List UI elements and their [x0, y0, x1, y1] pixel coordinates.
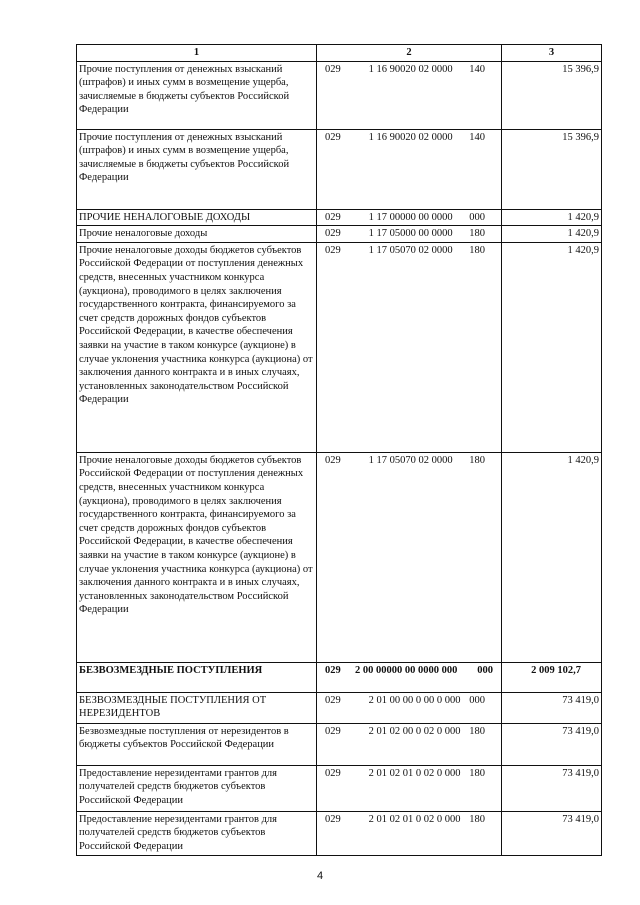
kbk-code: 1 16 90020 02 0000: [368, 131, 453, 143]
column-header-1: 1: [77, 45, 317, 62]
table-row: [77, 242, 602, 452]
admin-code: 029: [325, 694, 341, 706]
row-code: [317, 242, 502, 452]
row-name: Прочие поступления от денежных взысканий (штрафов) и иных сумм в возмещение ущерба, зачисляемые в бюджеты субъектов Российской Федерации: [77, 61, 317, 129]
kosgu-code: 180: [469, 228, 485, 240]
kbk-code: 1 17 05070 02 0000: [368, 244, 453, 256]
row-code: [317, 226, 502, 243]
kosgu-code: 000: [477, 664, 493, 676]
admin-code: 029: [325, 813, 341, 825]
row-name: ПРОЧИЕ НЕНАЛОГОВЫЕ ДОХОДЫ: [77, 209, 317, 226]
row-name: БЕЗВОЗМЕЗДНЫЕ ПОСТУПЛЕНИЯ: [77, 662, 317, 692]
admin-code: 029: [325, 211, 341, 223]
table-row: [77, 692, 602, 723]
row-code: [317, 723, 502, 765]
header-row: [77, 45, 602, 62]
admin-code: 029: [325, 664, 341, 676]
row-name: Предоставление нерезидентами грантов для получателей средств бюджетов субъектов Российской Федерации: [77, 765, 317, 811]
kbk-code: 1 17 00000 00 0000: [368, 211, 453, 223]
column-header-2: 2: [317, 45, 502, 62]
row-name: Прочие неналоговые доходы: [77, 226, 317, 243]
kbk-code: 2 01 02 00 0 02 0 000: [368, 725, 461, 737]
row-amount: 15 396,9: [502, 129, 602, 209]
row-code: [317, 209, 502, 226]
kosgu-code: 180: [469, 813, 485, 825]
column-header-3: 3: [502, 45, 602, 62]
kbk-code: 1 16 90020 02 0000: [368, 63, 453, 75]
row-name: БЕЗВОЗМЕЗДНЫЕ ПОСТУПЛЕНИЯ ОТ НЕРЕЗИДЕНТОВ: [77, 692, 317, 723]
row-amount: 73 419,0: [502, 723, 602, 765]
row-name: Прочие поступления от денежных взысканий (штрафов) и иных сумм в возмещение ущерба, зачисляемые в бюджеты субъектов Российской Федерации: [77, 129, 317, 209]
table-row: [77, 452, 602, 662]
row-amount: 2 009 102,7: [502, 662, 602, 692]
table-row: [77, 723, 602, 765]
admin-code: 029: [325, 454, 341, 466]
kosgu-code: 180: [469, 244, 485, 256]
page-number: 4: [316, 870, 324, 882]
admin-code: 029: [325, 767, 341, 779]
admin-code: 029: [325, 244, 341, 256]
row-amount: 1 420,9: [502, 209, 602, 226]
kosgu-code: 140: [469, 63, 485, 75]
admin-code: 029: [325, 131, 341, 143]
kbk-code: 2 00 00000 00 0000 000: [355, 664, 458, 676]
kosgu-code: 180: [469, 725, 485, 737]
row-amount: 73 419,0: [502, 765, 602, 811]
table-row: [77, 226, 602, 243]
kbk-code: 1 17 05000 00 0000: [368, 228, 453, 240]
table-row: [77, 129, 602, 209]
kbk-code: 2 01 02 01 0 02 0 000: [368, 813, 461, 825]
kosgu-code: 140: [469, 131, 485, 143]
kosgu-code: 180: [469, 767, 485, 779]
row-name: Безвозмездные поступления от нерезидентов в бюджеты субъектов Российской Федерации: [77, 723, 317, 765]
admin-code: 029: [325, 725, 341, 737]
revenue-table: [76, 44, 602, 856]
row-code: [317, 129, 502, 209]
row-amount: 15 396,9: [502, 61, 602, 129]
row-name: Прочие неналоговые доходы бюджетов субъектов Российской Федерации от поступления денежных средств, внесенных участником конкурса (аукциона), проводимого в целях заключения государственного контракта, финансируемого за счет средств дорожных фондов субъектов Российской Федерации, в качестве обеспечения заявки на участие в таком конкурсе (аукционе) в случае уклонения участника конкурса (аукциона) от заключения данного контракта и в иных случаях, установленных законодательством Российской Федерации: [77, 242, 317, 452]
kbk-code: 2 01 02 01 0 02 0 000: [368, 767, 461, 779]
row-code: [317, 662, 502, 692]
kosgu-code: 000: [469, 211, 485, 223]
admin-code: 029: [325, 63, 341, 75]
table-row: [77, 61, 602, 129]
row-code: [317, 811, 502, 855]
table-row: [77, 765, 602, 811]
row-amount: 1 420,9: [502, 452, 602, 662]
row-name: Прочие неналоговые доходы бюджетов субъектов Российской Федерации от поступления денежных средств, внесенных участником конкурса (аукциона), проводимого в целях заключения государственного контракта, финансируемого за счет средств дорожных фондов субъектов Российской Федерации, в качестве обеспечения заявки на участие в таком конкурсе (аукционе) в случае уклонения участника конкурса (аукциона) от заключения данного контракта и в иных случаях, установленных законодательством Российской Федерации: [77, 452, 317, 662]
row-code: [317, 61, 502, 129]
kosgu-code: 180: [469, 454, 485, 466]
kbk-code: 1 17 05070 02 0000: [368, 454, 453, 466]
row-code: [317, 452, 502, 662]
admin-code: 029: [325, 228, 341, 240]
table-row: [77, 662, 602, 692]
row-name: Предоставление нерезидентами грантов для получателей средств бюджетов субъектов Российской Федерации: [77, 811, 317, 855]
row-amount: 73 419,0: [502, 692, 602, 723]
row-amount: 1 420,9: [502, 226, 602, 243]
row-code: [317, 765, 502, 811]
table-row: [77, 811, 602, 855]
kosgu-code: 000: [469, 694, 485, 706]
kbk-code: 2 01 00 00 0 00 0 000: [368, 694, 461, 706]
row-amount: 1 420,9: [502, 242, 602, 452]
table-row: [77, 209, 602, 226]
row-amount: 73 419,0: [502, 811, 602, 855]
row-code: [317, 692, 502, 723]
